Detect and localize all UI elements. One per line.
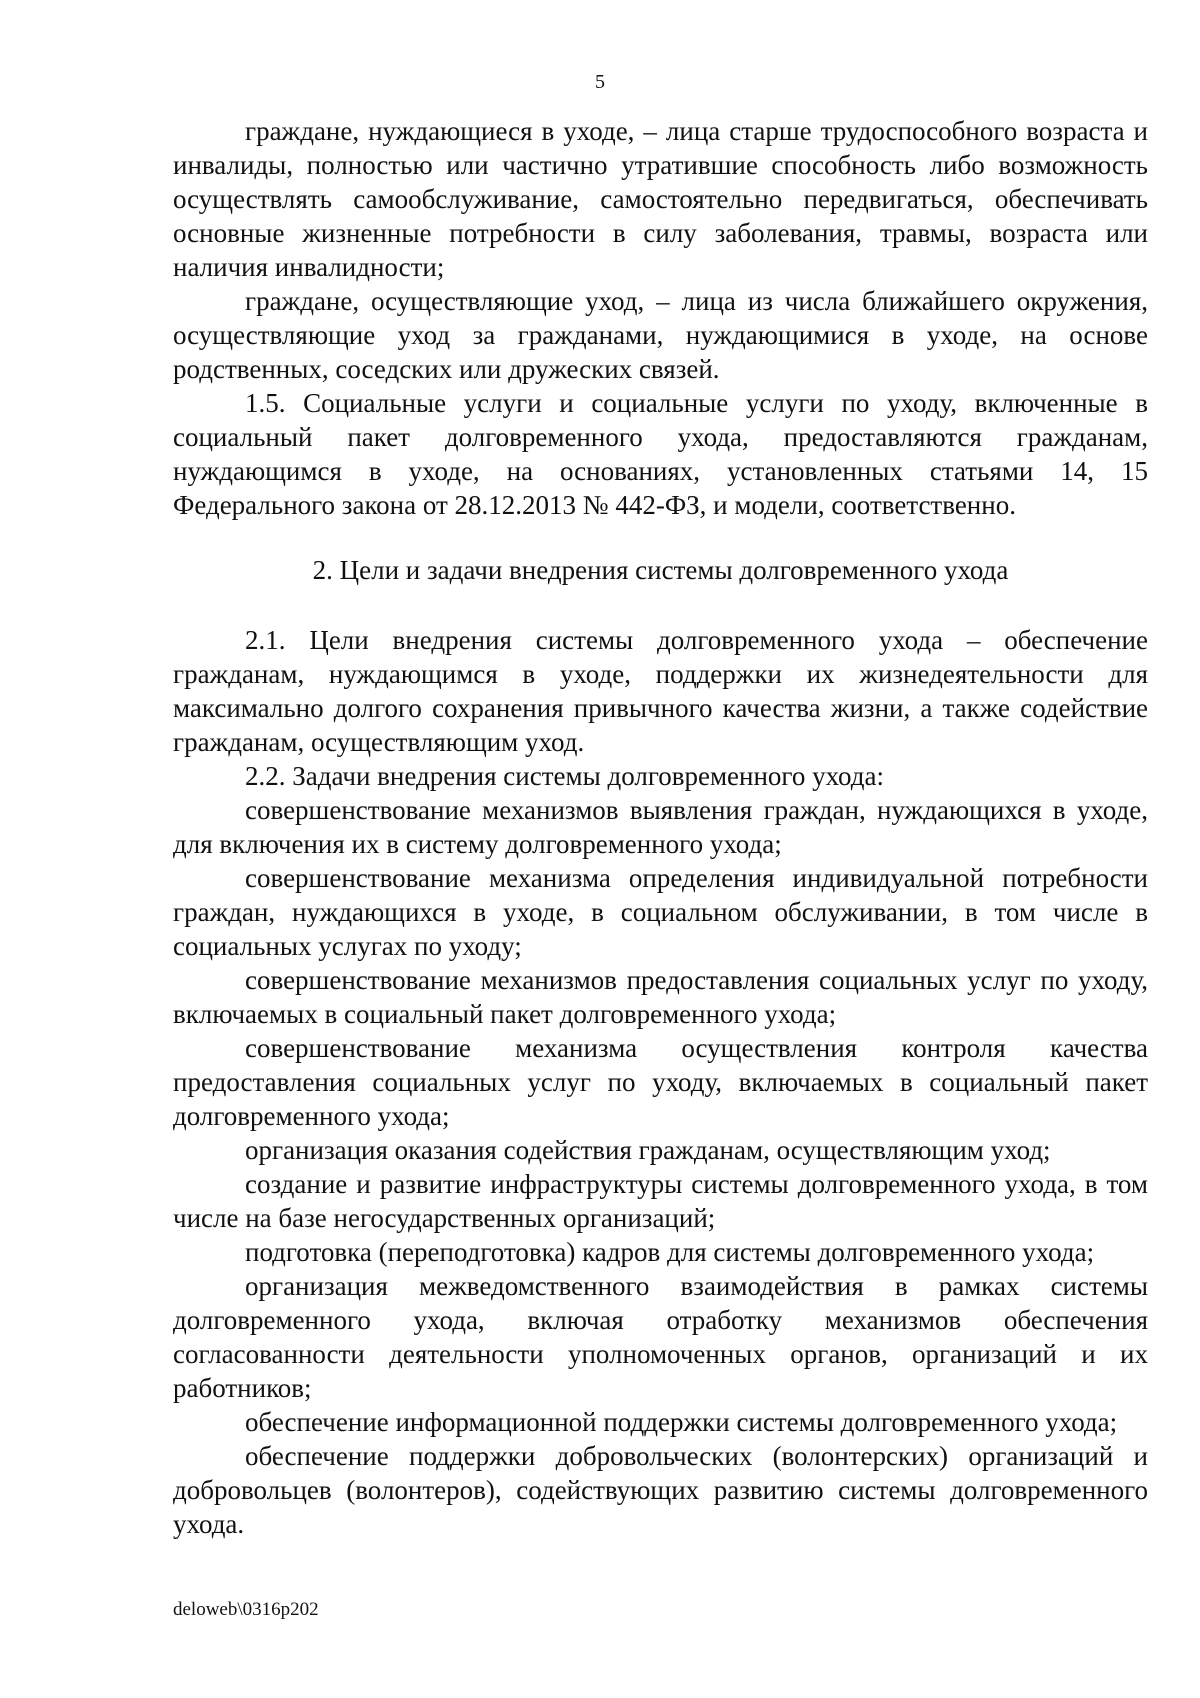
task-item: совершенствование механизма определения индивидуальной потребности граждан, нуждающихся в уходе, в социальном обслуживании, в том числе в социальных услугах по уходу; <box>173 863 1148 961</box>
paragraph-2-2: 2.2. Задачи внедрения системы долговременного ухода: <box>245 761 884 791</box>
section-2-heading: 2. Цели и задачи внедрения системы долговременного ухода <box>312 555 1009 585</box>
task-item: подготовка (переподготовка) кадров для системы долговременного ухода; <box>245 1237 1095 1267</box>
paragraph-1-5: 1.5. Социальные услуги и социальные услуги по уходу, включенные в социальный пакет долговременного ухода, предоставляются гражданам, нуждающимся в уходе, на основаниях, установленных статьями 14, 15 Федерального закона от 28.12.2013 № 442-ФЗ, и модели, соответственно. <box>173 388 1148 520</box>
task-item: совершенствование механизмов предоставления социальных услуг по уходу, включаемых в социальный пакет долговременного ухода; <box>173 965 1148 1029</box>
document-footer-code: deloweb\0316p202 <box>173 1599 319 1620</box>
paragraph-2-1: 2.1. Цели внедрения системы долговременного ухода – обеспечение гражданам, нуждающимся в уходе, поддержки их жизнедеятельности для максимально долгого сохранения привычного качества жизни, а также содействие гражданам, осуществляющим уход. <box>173 625 1148 757</box>
task-item: организация межведомственного взаимодействия в рамках системы долговременного ухода, включая отработку механизмов обеспечения согласованности деятельности уполномоченных органов, организаций и их работников; <box>173 1271 1148 1403</box>
section-goals-tasks <box>173 623 1148 1541</box>
paragraph-caregivers: граждане, осуществляющие уход, – лица из числа ближайшего окружения, осуществляющие уход за гражданами, нуждающимися в уходе, на основе родственных, соседских или дружеских связей. <box>173 286 1148 384</box>
page-number: 5 <box>595 71 605 93</box>
task-item: создание и развитие инфраструктуры системы долговременного ухода, в том числе на базе негосударственных организаций; <box>173 1169 1148 1233</box>
task-item: обеспечение информационной поддержки системы долговременного ухода; <box>245 1407 1118 1437</box>
section-definitions <box>173 114 1148 522</box>
task-item: совершенствование механизма осуществления контроля качества предоставления социальных услуг по уходу, включаемых в социальный пакет долговременного ухода; <box>173 1033 1148 1131</box>
document-body <box>173 114 1148 1541</box>
task-item: обеспечение поддержки добровольческих (волонтерских) организаций и добровольцев (волонтеров), содействующих развитию системы долговременного ухода. <box>173 1441 1148 1539</box>
task-item: организация оказания содействия гражданам, осуществляющим уход; <box>245 1135 1051 1165</box>
paragraph-citizens-needing-care: граждане, нуждающиеся в уходе, – лица старше трудоспособного возраста и инвалиды, полностью или частично утратившие способность либо возможность осуществлять самообслуживание, самостоятельно передвигаться, обеспечивать основные жизненные потребности в силу заболевания, травмы, возраста или наличия инвалидности; <box>173 116 1148 282</box>
task-item: совершенствование механизмов выявления граждан, нуждающихся в уходе, для включения их в систему долговременного ухода; <box>173 795 1148 859</box>
